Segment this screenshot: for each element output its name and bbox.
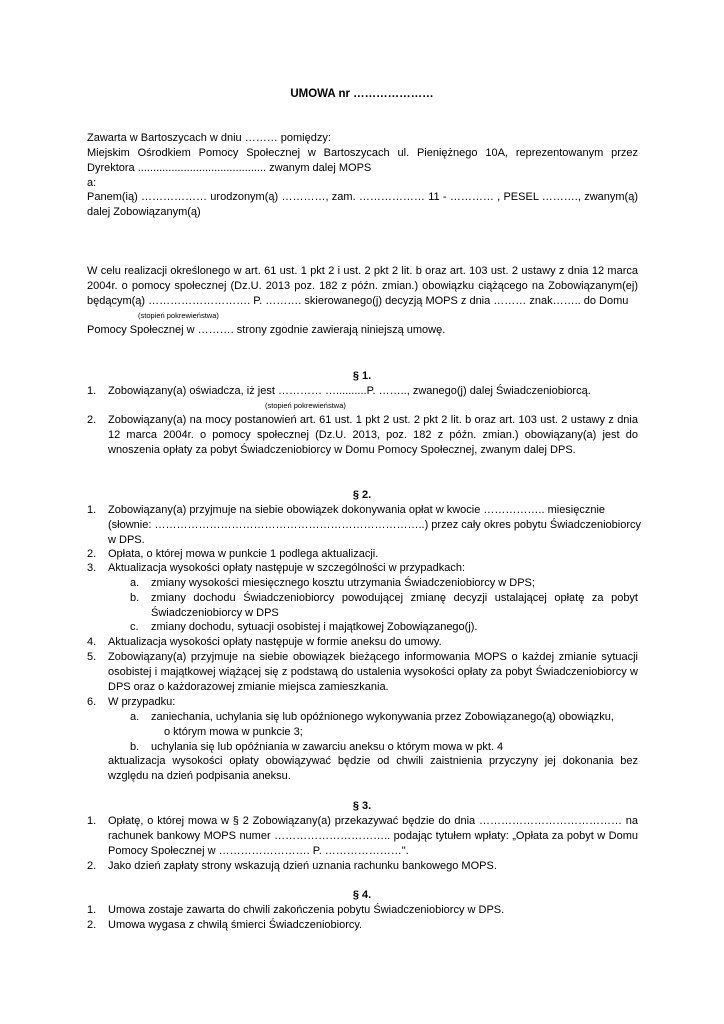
section-3-heading: § 3.: [352, 800, 372, 812]
sub-item-letter: a.: [130, 577, 140, 589]
item-text: Zobowiązany(a) przyjmuje na siebie obowiązek bieżącego informowania MOPS o każdej zmianie sytuacji osobistej i majątkowej wiążącej się z podstawą do ustalenia wysokości opłaty za pobyt Świadczeniobiorcy w DPS oraz o każdorazowej zmianie miejsca zamieszkania.: [108, 651, 638, 693]
item-text: Zobowiązany(a) na mocy postanowień art. 61 ust. 1 pkt 2 ust. 2 pkt 2 lit. b oraz art. 103 ust. 2 ustawy z dnia 12 marca 2004r. o pomocy społecznej (Dz.U. 2013, poz. 182 z późn. zmian.) obowiązany(a) jest do wnoszenia opłaty za pobyt Świadczeniobiorcy w Domu Pomocy Społecznej, zwanym dalej DPS.: [108, 414, 638, 456]
item-number: 2.: [87, 548, 97, 560]
purpose-relationship-note: (stopień pokrewieństwa): [138, 311, 219, 320]
section-2-item-5: [87, 650, 638, 695]
item-number: 1.: [87, 904, 97, 916]
section-4-item-2: [87, 918, 638, 933]
section-2-item-3a: [130, 576, 638, 591]
item-text: Jako dzień zapłaty strony wskazują dzień uznania rachunku bankowego MOPS.: [108, 860, 497, 872]
item-text-line: Zobowiązany(a) przyjmuje na siebie obowiązek dokonywania opłat w kwocie …………….. miesięcznie: [108, 504, 606, 516]
item-text: Aktualizacja wysokości opłaty następuje w formie aneksu do umowy.: [108, 636, 442, 648]
item-number: 1.: [87, 815, 97, 827]
section-2-item-6b: [130, 740, 638, 755]
sub-item-text: zmiany dochodu, sytuacji osobistej i majątkowej Zobowiązanego(j).: [151, 621, 478, 633]
item-text-line: (słownie: ………………………………………………………………..) przez cały okres pobytu Świadczeniobiorcy: [108, 519, 642, 531]
sub-item-letter: b.: [130, 592, 140, 604]
section-2-item-1: [87, 503, 642, 548]
item-text-line: w DPS.: [108, 534, 145, 546]
section-2-item-4: [87, 635, 638, 650]
item-text: Opłata, o której mowa w punkcie 1 podlega aktualizacji.: [108, 548, 379, 560]
purpose-paragraph: W celu realizacji określonego w art. 61 ust. 1 pkt 2 i ust. 2 pkt 2 lit. b oraz art. 103 ust. 2 ustawy z dnia 12 marca 2004r. o pomocy społecznej (Dz.U. 2013 poz. 182 z późn. zmian.) obowiązku ciążącego na Zobowiązanym(ej) będącym(ą) ………………………. P. ………. skierowanego(j) decyzją MOPS z dnia ……… znak…….. do Domu: [87, 265, 638, 307]
sub-item-letter: b.: [130, 741, 140, 753]
section-3-item-1: [87, 814, 638, 859]
item-number: 1.: [87, 504, 97, 516]
section-2-closing: aktualizacja wysokości opłaty obowiązywać będzie od chwili zaistnienia przyczyny jej dokonania bez względu na dzień podpisania aneksu.: [108, 755, 638, 782]
item-text: W przypadku:: [108, 696, 176, 708]
section-1-item-2: [87, 413, 638, 458]
item-number: 4.: [87, 636, 97, 648]
item-number: 3.: [87, 562, 97, 574]
item-number: 2.: [87, 919, 97, 931]
section-2-item-2: [87, 547, 638, 562]
item-text: Zobowiązany(a) oświadcza, iż jest ………… …..........P. …….., zwanego(j) dalej Świadczeniobiorcą.: [108, 385, 591, 397]
item-text: Umowa zostaje zawarta do chwili zakończenia pobytu Świadczeniobiorcy w DPS.: [108, 904, 505, 916]
item-text: Opłatę, o której mowa w § 2 Zobowiązany(a) przekazywać będzie do dnia ………………………………… na rachunek bankowy MOPS numer ………………………….. podając tytułem wpłaty: „Opłata za pobyt w Domu Pomocy Społecznej w ……………………. P. …………………".: [108, 815, 638, 857]
section-1-item-1: [87, 384, 638, 399]
intro-date-line: Zawarta w Bartoszycach w dniu ……… pomiędzy:: [87, 132, 331, 144]
section-2-item-6a: [130, 710, 638, 725]
item-text: Aktualizacja wysokości opłaty następuje w szczególności w przypadkach:: [108, 562, 466, 574]
section-3-item-2: [87, 859, 638, 874]
section-1-relationship-note: (stopień pokrewieństwa): [265, 401, 346, 410]
section-2-item-6a-continuation: o którym mowa w punkcie 3;: [164, 726, 303, 738]
section-2-item-6: [87, 695, 638, 710]
section-2-heading: § 2.: [352, 489, 372, 501]
sub-item-text: zmiany dochodu Świadczeniobiorcy powodującej zmianę decyzji ustalającej opłatę za pobyt Świadczeniobiorcy w DPS: [151, 592, 638, 619]
section-1-heading: § 1.: [352, 370, 372, 382]
intro-obligated-party: Panem(ią) ……………… urodzonym(ą) …………, zam. ……………… 11 - ………… , PESEL ………., zwanym(ą) dalej Zobowiązanym(ą): [87, 191, 638, 218]
section-2-item-3: [87, 561, 638, 576]
item-number: 1.: [87, 385, 97, 397]
intro-and: a:: [87, 177, 97, 189]
sub-item-letter: c.: [130, 621, 139, 633]
section-2-item-3c: [130, 620, 638, 635]
item-text: Umowa wygasa z chwilą śmierci Świadczeniobiorcy.: [108, 919, 363, 931]
item-number: 5.: [87, 651, 97, 663]
sub-item-text: uchylania się lub opóźniania w zawarciu aneksu o którym mowa w pkt. 4: [151, 741, 504, 753]
item-number: 2.: [87, 414, 97, 426]
item-number: 6.: [87, 696, 97, 708]
sub-item-text: zaniechania, uchylania się lub opóźnionego wykonywania przez Zobowiązanego(ą) obowiązku,: [151, 711, 614, 723]
document-title: UMOWA nr …………………: [290, 88, 434, 100]
intro-mops-party: Miejskim Ośrodkiem Pomocy Społecznej w Bartoszycach ul. Pieniężnego 10A, reprezentowanym przez Dyrektora .......................................... zwanym dalej MOPS: [87, 147, 638, 174]
item-number: 2.: [87, 860, 97, 872]
sub-item-text: zmiany wysokości miesięcznego kosztu utrzymania Świadczeniobiorcy w DPS;: [151, 577, 535, 589]
sub-item-letter: a.: [130, 711, 140, 723]
section-2-item-3b: [130, 591, 638, 621]
section-4-heading: § 4.: [352, 889, 372, 901]
purpose-closing: Pomocy Społecznej w ………. strony zgodnie zawierają niniejszą umowę.: [87, 324, 446, 336]
section-4-item-1: [87, 903, 638, 918]
